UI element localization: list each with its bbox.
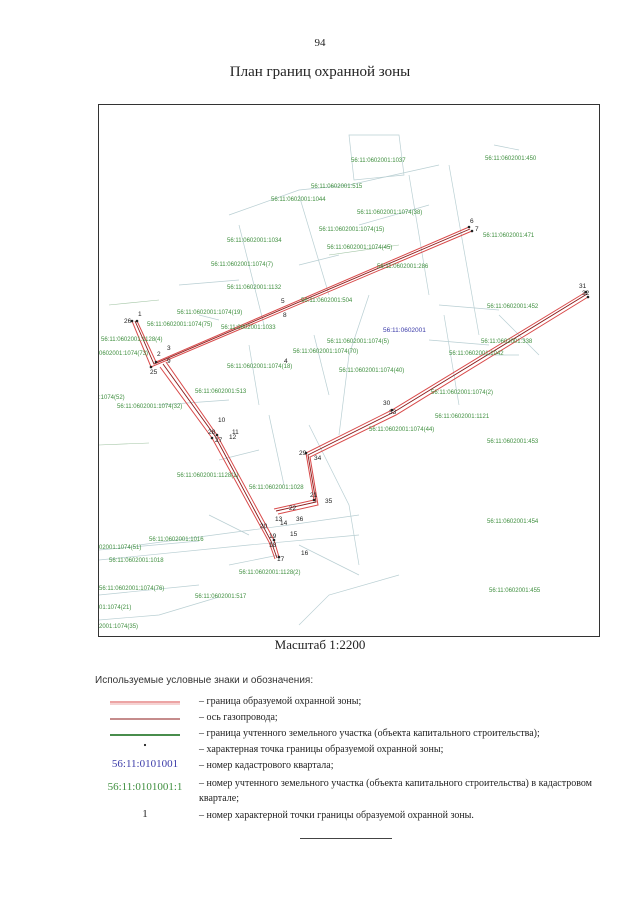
- parcel-label: 56:11:0602001:1044: [271, 197, 326, 203]
- point-number: 18: [269, 542, 277, 549]
- point-number: 34: [314, 455, 322, 462]
- legend-text: – граница учтенного земельного участка (объекта капитального строительства);: [199, 728, 540, 739]
- gas-axis-line-sample: [110, 717, 180, 721]
- parcel-label: 56:11:0602001:338: [481, 339, 533, 345]
- parcel-label: 56:11:0602001:455: [489, 588, 541, 594]
- page-title: План границ охранной зоны: [229, 64, 411, 80]
- point-number: 8: [283, 312, 287, 319]
- point-number: 26: [124, 318, 132, 325]
- parcel-label: 02001:1074(51): [99, 545, 142, 551]
- parcel-label: 56:11:0602001:1037: [351, 158, 406, 164]
- legend-symbol: [95, 710, 195, 721]
- end-rule: [300, 838, 392, 839]
- parcel-label: 56:11:0602001:1074(38): [357, 210, 423, 216]
- parcel-label: :1074(52): [99, 395, 125, 401]
- parcel-label: 56:11:0602001:286: [377, 264, 429, 270]
- point-marker: [313, 499, 316, 502]
- point-number: 25: [150, 369, 158, 376]
- parcel-label: 56:11:0602001:1074(32): [117, 404, 183, 410]
- point-number: 11: [232, 429, 239, 436]
- point-number: 20: [260, 523, 268, 530]
- point-number: 13: [275, 516, 283, 523]
- parcel-label: 0602001:1074(73): [99, 351, 149, 357]
- parcel-label: 01:1074(21): [99, 605, 132, 611]
- point-marker: [136, 320, 139, 323]
- point-number: 32: [582, 290, 590, 297]
- legend-symbol: [95, 726, 195, 737]
- point-number: 10: [218, 417, 226, 424]
- point-number: 30: [383, 400, 391, 407]
- point-marker: [211, 437, 214, 440]
- parcel-label: 56:11:0602001:1074(5): [327, 339, 389, 345]
- boundary-plan-map: [98, 104, 600, 637]
- parcel-label: 56:11:0602001:1074(44): [369, 427, 435, 433]
- parcel-label: 56:11:0602001:450: [485, 156, 537, 162]
- point-number-sample: 1: [142, 808, 148, 820]
- map-scale: Масштаб 1:2200: [274, 637, 366, 652]
- point-number: 5: [281, 298, 285, 305]
- parcel-label: 56:11:0602001:1074(15): [319, 227, 385, 233]
- parcel-label: 56:11:0602001:1074(40): [339, 368, 405, 374]
- parcel-label: 56:11:0602001:1132: [227, 285, 282, 291]
- parcel-label: 56:11:0602001:1074(76): [99, 586, 165, 592]
- legend-text: – характерная точка границы образуемой охранной зоны;: [199, 744, 444, 755]
- parcel-label: 56:11:0602001:1074(70): [293, 349, 359, 355]
- parcel-label: 56:11:0602001:1074(2): [431, 390, 493, 396]
- zone-border-line-sample: [110, 701, 180, 705]
- parcel-label: 56:11:0602001:1074(45): [327, 245, 393, 251]
- point-marker: [468, 226, 471, 229]
- parcel-label: 56:11:0602001:1033: [221, 325, 276, 331]
- parcel-label: 56:11:0602001:504: [301, 298, 353, 304]
- parcel-label: 56:11:0602001:515: [311, 184, 363, 190]
- parcel-label: 56:11:0602001:1018: [109, 558, 164, 564]
- point-number: 36: [296, 516, 304, 523]
- quarter-number-sample: 56:11:0101001: [111, 758, 179, 770]
- parcel-label: 56:11:0602001:1121: [435, 414, 490, 420]
- parcel-label: 56:11:0602001:1074(19): [177, 310, 243, 316]
- point-marker: [155, 361, 158, 364]
- legend-symbol: [95, 742, 195, 753]
- point-marker: [216, 434, 219, 437]
- parcel-label: 56:11:0602001:454: [487, 519, 539, 525]
- parcel-label: 56:11:0602001:1028: [249, 485, 304, 491]
- point-number: 19: [269, 533, 277, 540]
- point-number: 21: [310, 492, 318, 499]
- legend-text: – номер кадастрового квартала;: [199, 760, 334, 771]
- parcel-label: 56:11:0602001:1074(75): [147, 322, 213, 328]
- parcel-label: 56:11:0602001:1016: [149, 537, 204, 543]
- legend-text: – граница образуемой охранной зоны;: [199, 696, 362, 707]
- point-numbers: [124, 218, 590, 563]
- parcel-label: 56:11:0602001:1128(4): [101, 337, 163, 343]
- parcel-number-sample: 56:11:0101001:1: [107, 781, 183, 793]
- point-number: 6: [470, 218, 474, 225]
- point-number: 4: [284, 358, 288, 365]
- parcel-label: 56:11:0602001:517: [195, 594, 247, 600]
- point-number: 27: [215, 437, 223, 444]
- legend-text: – ось газопровода;: [199, 712, 278, 723]
- cadastral-quarter-label: 56:11:0602001: [383, 327, 426, 334]
- parcel-label: 56:11:0602001:1074(7): [211, 262, 273, 268]
- parcel-label: 56:11:0602001:513: [195, 389, 247, 395]
- point-number: 3: [167, 345, 171, 352]
- point-number: 33: [389, 409, 397, 416]
- point-number: 29: [299, 450, 307, 457]
- point-number: 1: [138, 311, 142, 318]
- legend-symbol: [95, 694, 195, 705]
- parcel-label: 56:11:0602001:1034: [227, 238, 282, 244]
- base-lines: [99, 135, 539, 625]
- point-number: 12: [229, 434, 237, 441]
- point-number: 16: [301, 550, 309, 557]
- point-number: 14: [280, 520, 288, 527]
- parcel-label: 56:11:0602001:471: [483, 233, 535, 239]
- legend-title: Используемые условные знаки и обозначения:: [95, 675, 314, 686]
- point-sample: [95, 742, 195, 750]
- parcel-label: 56:11:0602001:1128(2): [239, 570, 301, 576]
- point-number: 15: [290, 531, 298, 538]
- parcel-label: 2001:1074(35): [99, 624, 139, 630]
- point-number: 31: [579, 283, 587, 290]
- page-number: 94: [314, 37, 326, 49]
- point-number: 22: [289, 505, 297, 512]
- point-number: 7: [475, 226, 479, 233]
- point-number: 2: [157, 351, 161, 358]
- parcel-label: 56:11:0602001:1074(18): [227, 364, 293, 370]
- legend-text: – номер характерной точки границы образуемой охранной зоны.: [199, 810, 474, 821]
- point-number: 17: [277, 556, 285, 563]
- point-marker: [150, 366, 153, 369]
- parcel-label: 56:11:0602001:1128(1): [177, 473, 239, 479]
- map-canvas: [99, 105, 599, 636]
- point-number: 28: [208, 429, 216, 436]
- parcel-label: 56:11:0602001:1042: [449, 351, 504, 357]
- point-marker: [471, 230, 474, 233]
- parcel-border-line-sample: [110, 733, 180, 737]
- parcel-label: 56:11:0602001:453: [487, 439, 539, 445]
- legend-text: – номер учтенного земельного участка (объекта капитального строительства) в кадастровом квартале;: [199, 778, 593, 804]
- point-number: 9: [167, 358, 171, 365]
- point-number: 35: [325, 498, 333, 505]
- parcel-label: 56:11:0602001:452: [487, 304, 539, 310]
